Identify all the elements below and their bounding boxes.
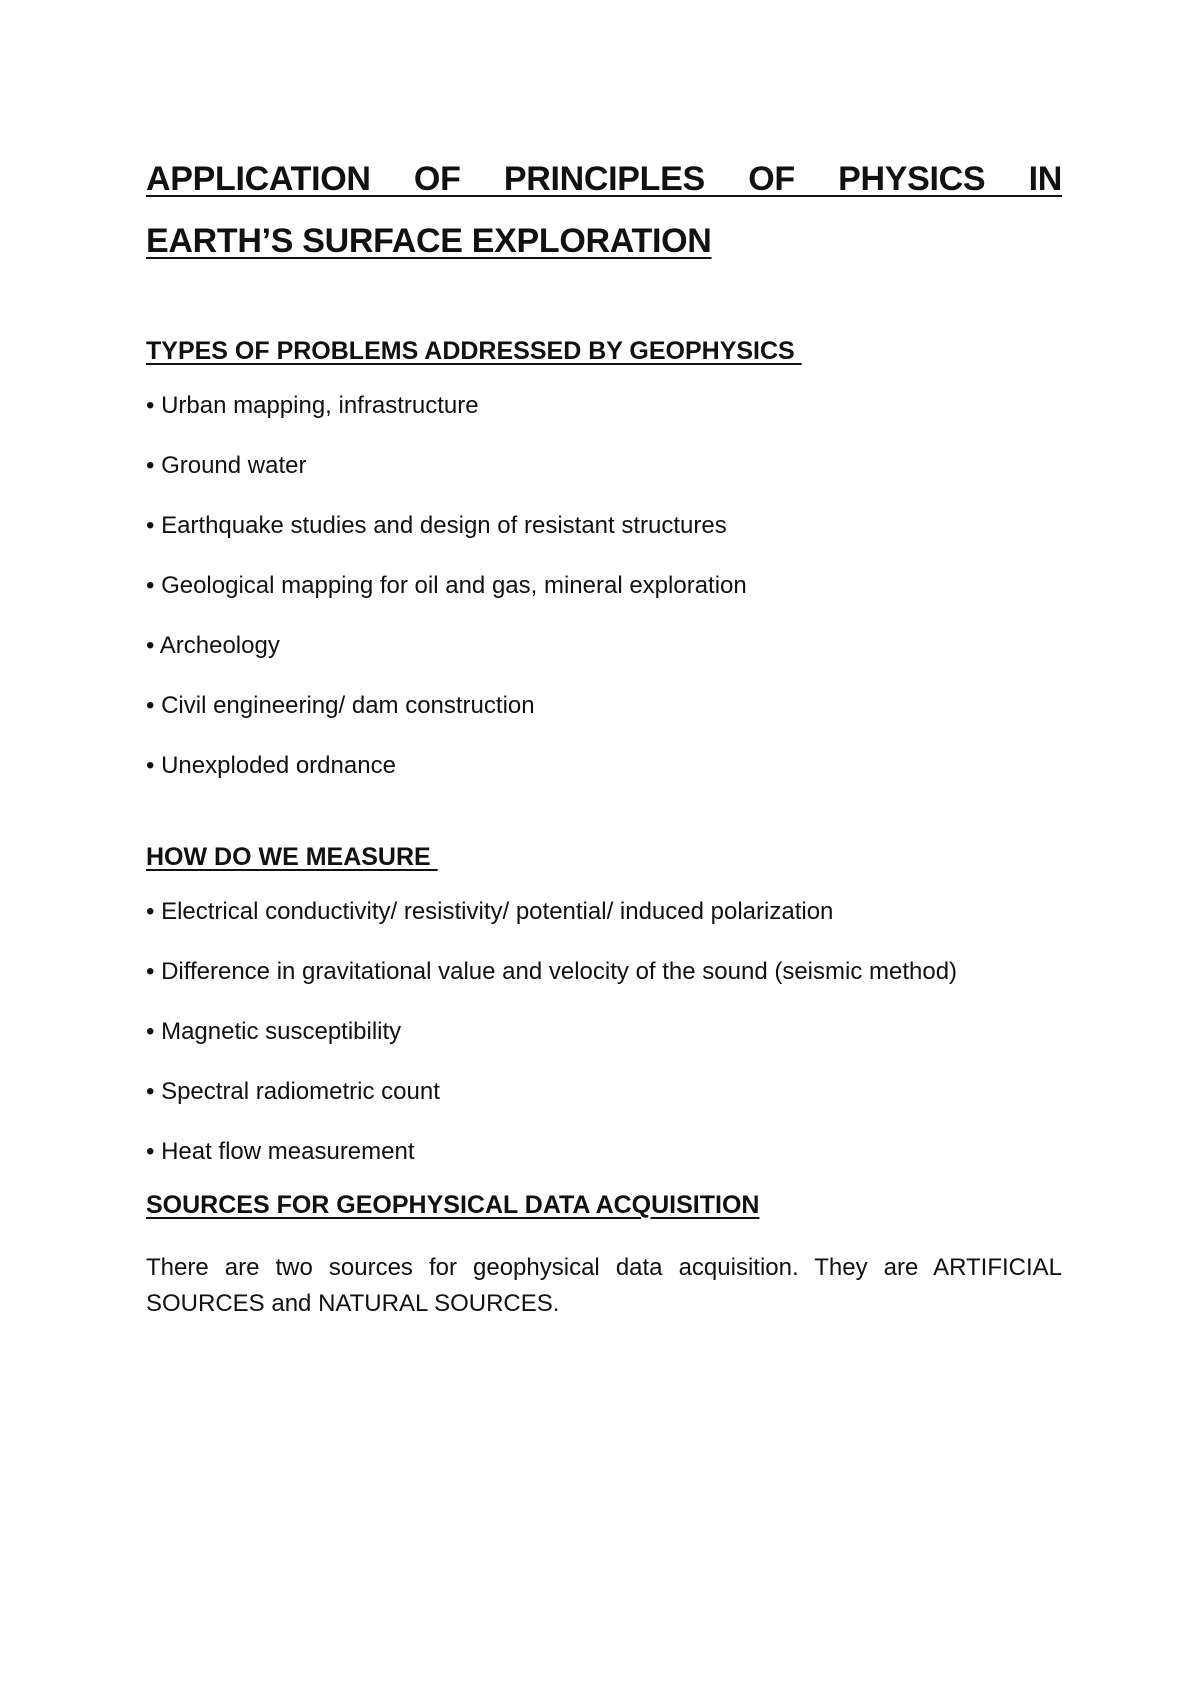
section-heading-measure: HOW DO WE MEASURE — [146, 843, 438, 871]
list-item: • Electrical conductivity/ resistivity/ potential/ induced polarization — [146, 898, 834, 925]
document-title — [146, 148, 1062, 272]
list-item: • Magnetic susceptibility — [146, 1018, 402, 1045]
section-heading-problems: TYPES OF PROBLEMS ADDRESSED BY GEOPHYSICS — [146, 337, 802, 365]
list-item: • Ground water — [146, 452, 307, 479]
list-item: • Earthquake studies and design of resistant structures — [146, 512, 727, 539]
list-item: • Heat flow measurement — [146, 1138, 415, 1165]
list-item: • Spectral radiometric count — [146, 1078, 440, 1105]
problems-list — [146, 388, 1062, 784]
measure-list — [146, 894, 1062, 1170]
sources-paragraph: There are two sources for geophysical data acquisition. They are ARTIFICIAL SOURCES and NATURAL SOURCES. — [146, 1254, 1062, 1317]
section-heading-sources: SOURCES FOR GEOPHYSICAL DATA ACQUISITION — [146, 1191, 760, 1219]
title-line-2: EARTH’S SURFACE EXPLORATION — [146, 222, 712, 260]
list-item: • Unexploded ordnance — [146, 752, 396, 779]
list-item: • Difference in gravitational value and velocity of the sound (seismic method) — [146, 958, 958, 985]
list-item: • Geological mapping for oil and gas, mineral exploration — [146, 572, 747, 599]
document-body — [146, 148, 1062, 1322]
list-item: • Civil engineering/ dam construction — [146, 692, 535, 719]
list-item: • Archeology — [146, 632, 280, 659]
list-item: • Urban mapping, infrastructure — [146, 392, 479, 419]
title-line-1: APPLICATION OF PRINCIPLES OF PHYSICS IN — [146, 160, 1062, 198]
